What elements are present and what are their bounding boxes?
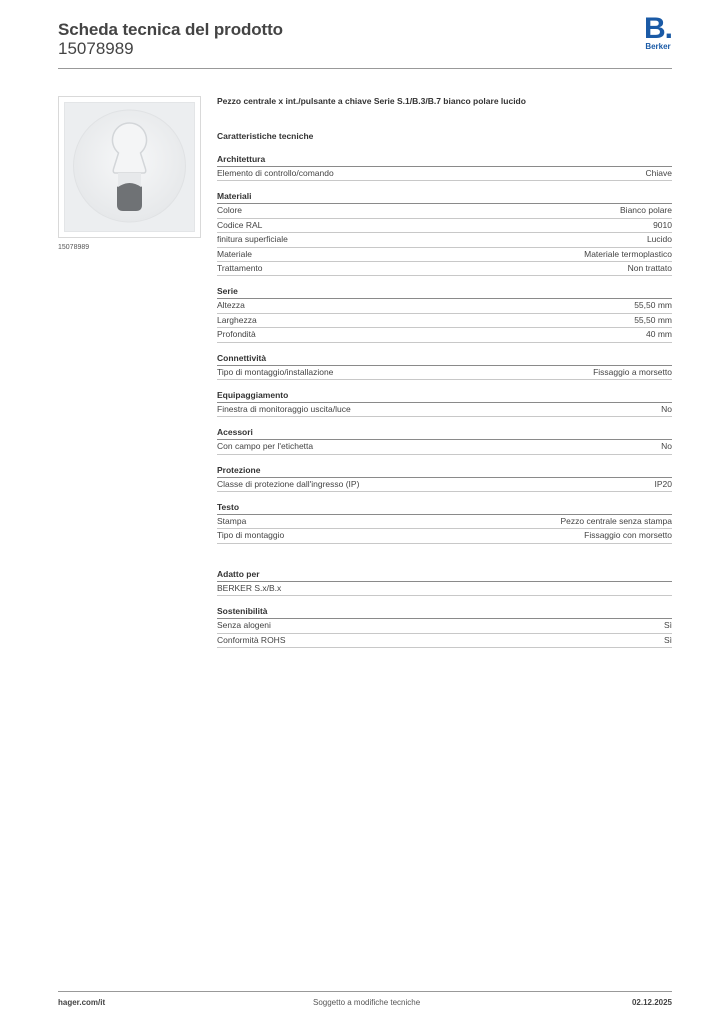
group-title: Architettura	[217, 153, 672, 167]
group-title: Connettività	[217, 352, 672, 366]
spec-row	[217, 478, 672, 492]
spec-label: Elemento di controllo/comando	[217, 168, 334, 178]
group-title: Testo	[217, 501, 672, 515]
spec-value: Materiale termoplastico	[584, 248, 672, 259]
keyhole-cover-plate-icon	[64, 102, 195, 232]
spec-value: Lucido	[646, 234, 672, 245]
spec-row	[217, 219, 672, 233]
spec-row	[217, 233, 672, 247]
spec-value: Sì	[663, 620, 672, 631]
spec-label: Materiale	[217, 248, 252, 259]
spec-label: Codice RAL	[217, 219, 263, 230]
spec-value: Pezzo centrale senza stampa	[560, 516, 672, 527]
group-title: Acessori	[217, 426, 672, 440]
footer-date: 02.12.2025	[631, 998, 672, 1007]
spec-group-testo	[217, 501, 672, 544]
spec-value: IP20	[654, 478, 672, 489]
spec-value: Non trattato	[627, 262, 672, 273]
spec-value: 55,50 mm	[634, 300, 672, 311]
spec-value: Fissaggio a morsetto	[593, 366, 672, 377]
spec-group-serie	[217, 285, 672, 342]
group-title: Serie	[217, 285, 672, 299]
spec-row	[217, 366, 672, 380]
spec-row	[217, 403, 672, 417]
spec-group-materiali	[217, 190, 672, 276]
spec-row	[217, 204, 672, 218]
spec-row	[217, 299, 672, 313]
sustainability-group	[217, 605, 672, 648]
spec-label: Tipo di montaggio	[217, 530, 285, 541]
product-code-heading: 15078989	[58, 39, 134, 58]
spec-row	[217, 262, 672, 276]
spec-value: Chiave	[645, 168, 672, 178]
spec-label: Tipo di montaggio/installazione	[217, 366, 334, 377]
berker-logo	[640, 12, 676, 56]
spec-value: 9010	[653, 219, 672, 230]
image-caption: 15078989	[58, 244, 90, 251]
spec-row	[217, 314, 672, 328]
spec-row	[217, 515, 672, 529]
spec-label: Larghezza	[217, 314, 257, 325]
spec-label: Altezza	[217, 300, 245, 311]
spec-value: 55,50 mm	[634, 314, 672, 325]
group-title: Materiali	[217, 190, 672, 204]
spec-label: Senza alogeni	[217, 620, 271, 631]
logo-letter: B	[643, 12, 665, 45]
spec-value: Bianco polare	[620, 205, 672, 216]
footer-disclaimer: Soggetto a modifiche tecniche	[313, 998, 421, 1007]
spec-content	[217, 96, 672, 648]
spec-group-equipaggiamento	[217, 389, 672, 417]
spec-row	[217, 328, 672, 342]
spec-label: Conformità ROHS	[217, 634, 286, 645]
spec-row	[217, 634, 672, 648]
group-title: Equipaggiamento	[217, 389, 672, 403]
spec-value: No	[661, 441, 672, 452]
spec-row	[217, 440, 672, 454]
group-title: Protezione	[217, 464, 672, 478]
spec-row	[217, 529, 672, 543]
spec-value: 40 mm	[646, 329, 672, 340]
spec-label: finitura superficiale	[217, 234, 288, 245]
page-title: Scheda tecnica del prodotto	[58, 20, 283, 39]
product-image-frame	[58, 96, 201, 238]
footer-divider	[58, 991, 672, 992]
spec-group-protezione	[217, 464, 672, 492]
spec-group-acessori	[217, 426, 672, 454]
spec-label: Colore	[217, 205, 243, 216]
logo-name: Berker	[645, 42, 671, 51]
spec-value: No	[661, 403, 672, 414]
group-title: Sostenibilità	[217, 605, 672, 619]
spec-row	[217, 248, 672, 262]
spec-label: Stampa	[217, 516, 247, 527]
logo-dot: .	[664, 12, 672, 45]
spec-label: Finestra di monitoraggio uscita/luce	[217, 403, 351, 414]
spec-label: BERKER S.x/B.x	[217, 582, 282, 593]
spec-row	[217, 167, 672, 181]
spec-row	[217, 619, 672, 633]
spec-heading: Caratteristiche tecniche	[217, 131, 314, 141]
suited-for-group	[217, 568, 672, 596]
spec-group-architettura	[217, 153, 672, 181]
footer-website-link[interactable]: hager.com/it	[58, 998, 106, 1007]
spec-label: Profondità	[217, 329, 256, 340]
spec-row	[217, 582, 672, 596]
header-divider	[58, 68, 672, 69]
spec-label: Trattamento	[217, 262, 263, 273]
spec-label: Classe di protezione dall'ingresso (IP)	[217, 478, 360, 489]
product-name: Pezzo centrale x int./pulsante a chiave Serie S.1/B.3/B.7 bianco polare lucido	[217, 96, 526, 106]
spec-label: Con campo per l'etichetta	[217, 441, 314, 452]
spec-group-connettivita	[217, 352, 672, 380]
spec-value: Fissaggio con morsetto	[584, 530, 672, 541]
group-title: Adatto per	[217, 568, 672, 582]
spec-value: Sì	[663, 634, 672, 645]
